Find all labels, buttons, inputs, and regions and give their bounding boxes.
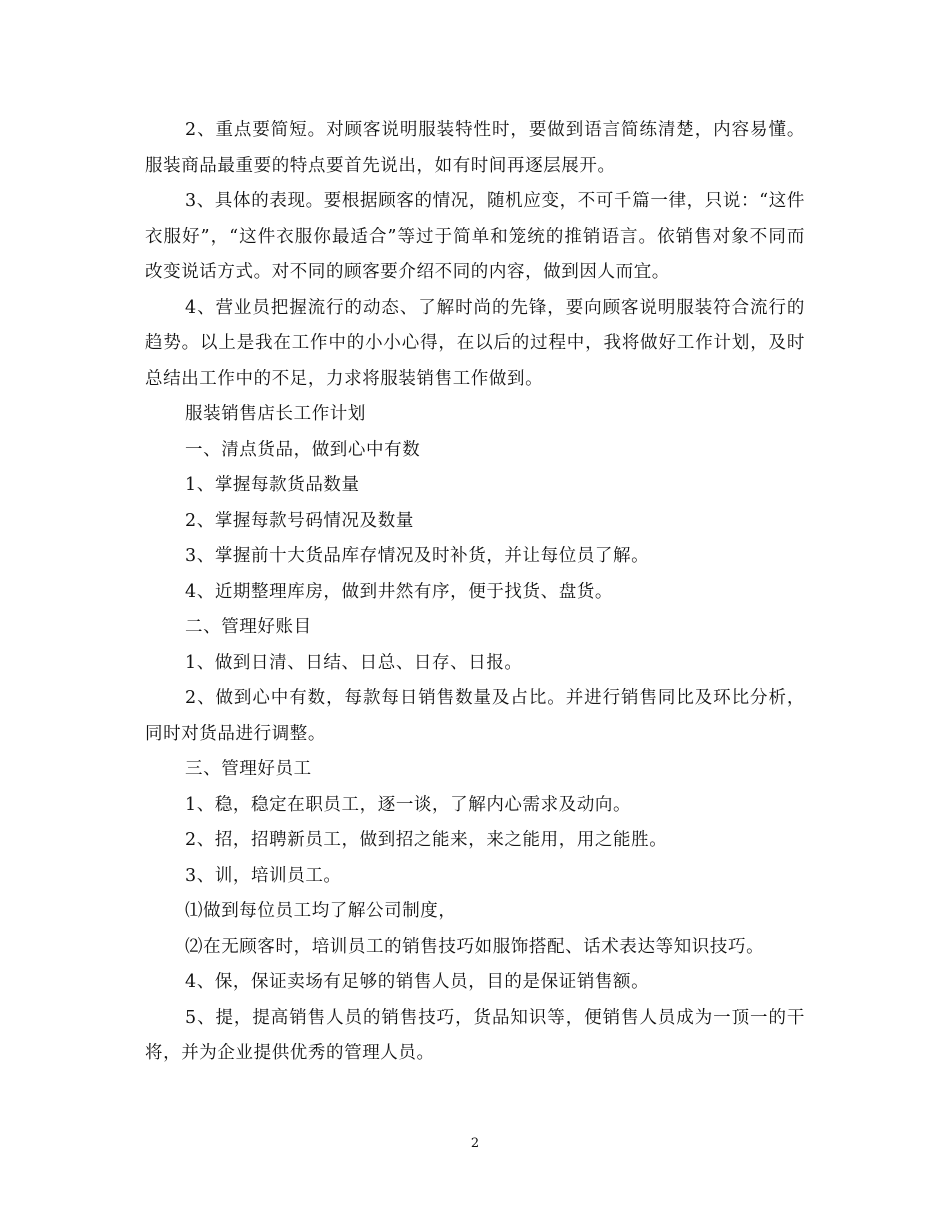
list-item: 4、保，保证卖场有足够的销售人员，目的是保证销售额。 bbox=[185, 972, 650, 992]
paragraph-tip-4: 4、营业员把握流行的动态、了解时尚的先锋，要向顾客说明服装符合流行的趋势。以上是我在工作中的小小心得，在以后的过程中，我将做好工作计划，及时总结出工作中的不足，力求将服装销售工作做到。 bbox=[145, 297, 805, 389]
list-item: 2、做到心中有数，每款每日销售数量及占比。并进行销售同比及环比分析，同时对货品进行调整。 bbox=[145, 688, 805, 744]
heading-inventory: 一、清点货品，做到心中有数 bbox=[185, 439, 421, 460]
heading-staff: 三、管理好员工 bbox=[185, 759, 312, 779]
page-number: 2 bbox=[470, 1136, 480, 1151]
list-item: 1、掌握每款货品数量 bbox=[185, 475, 360, 495]
list-item: 5、提，提高销售人员的销售技巧，货品知识等，便销售人员成为一顶一的干将，并为企业提供优秀的管理人员。 bbox=[145, 1007, 805, 1063]
sub-list-item: ⑴做到每位员工均了解公司制度， bbox=[185, 901, 457, 921]
list-item: 3、训，培训员工。 bbox=[185, 865, 342, 886]
list-item: 1、稳，稳定在职员工，逐一谈，了解内心需求及动向。 bbox=[185, 794, 632, 815]
section-title: 服装销售店长工作计划 bbox=[185, 404, 366, 424]
list-item: 1、做到日清、日结、日总、日存、日报。 bbox=[185, 652, 523, 673]
list-item: 2、招，招聘新员工，做到招之能来，来之能用，用之能胜。 bbox=[185, 830, 668, 850]
heading-accounts: 二、管理好账目 bbox=[185, 617, 312, 637]
sub-list-item: ⑵在无顾客时，培训员工的销售技巧如服饰搭配、话术表达等知识技巧。 bbox=[185, 936, 765, 957]
list-item: 3、掌握前十大货品库存情况及时补货，并让每位员了解。 bbox=[185, 546, 650, 566]
list-item: 4、近期整理库房，做到井然有序，便于找货、盘货。 bbox=[185, 581, 614, 602]
list-item: 2、掌握每款号码情况及数量 bbox=[185, 510, 414, 531]
document-body bbox=[145, 113, 805, 1072]
paragraph-tip-3: 3、具体的表现。要根据顾客的情况，随机应变，不可千篇一律，只说：“这件衣服好”，“这件衣服你最适合”等过于简单和笼统的推销语言。依销售对象不同而改变说话方式。对不同的顾客要介绍不同的内容，做到因人而宜。 bbox=[145, 191, 805, 282]
paragraph-tip-2: 2、重点要简短。对顾客说明服装特性时，要做到语言简练清楚，内容易懂。服装商品最重要的特点要首先说出，如有时间再逐层展开。 bbox=[145, 120, 805, 176]
